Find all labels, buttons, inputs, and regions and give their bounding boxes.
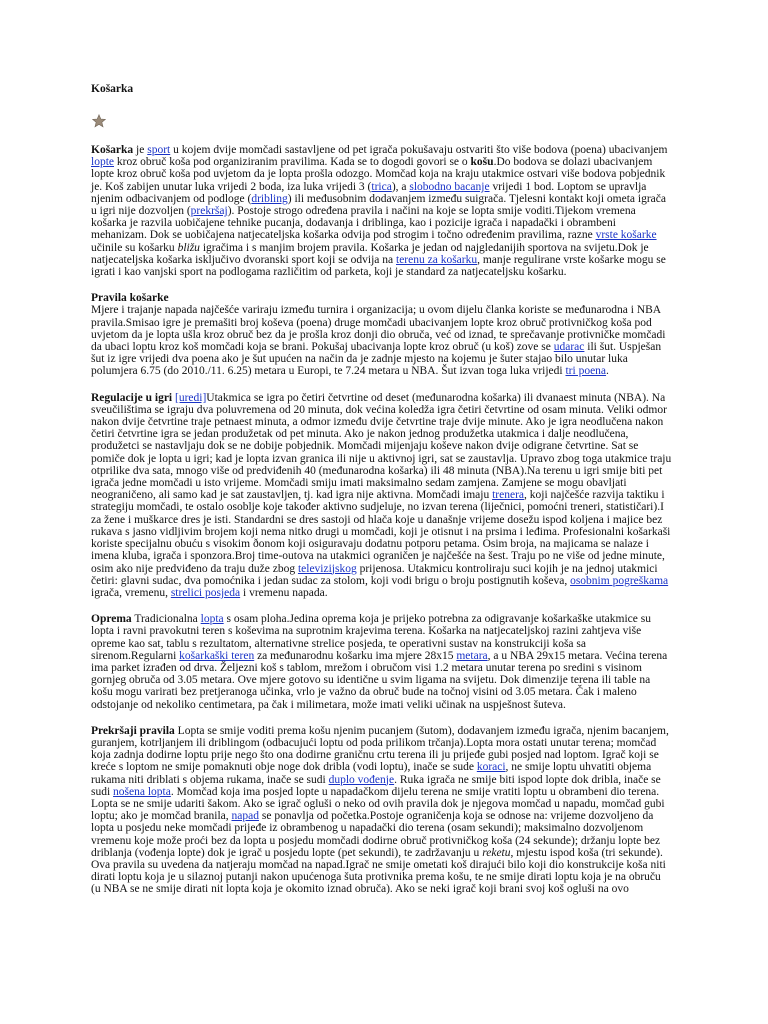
text: ili šut. Uspješan šut iz igre vrijedi dva poena ako je šut upućen na način da je zadnje mjesto na kojemu je šuter stajao bilo unutar luka polumjera 6.75 (do 2010./11. 6.25) metara u Europi, te 7.24 metara u NBA. Šut izvan toga luka vrijedi	[91, 341, 662, 378]
link-tri-poena[interactable]: tri poena	[565, 365, 607, 378]
text: Tradicionalna	[131, 613, 201, 626]
text: ) ili međusobnim dodavanjem između suigrača. Tjelesni kontakt koji ometa igrača u igri nije dozvoljen (	[91, 192, 666, 218]
link-metara[interactable]: metara	[456, 649, 488, 662]
bold-kosu: košu	[470, 156, 494, 169]
section-heading-oprema: Oprema	[91, 613, 132, 626]
link-lopte[interactable]: lopte	[91, 156, 114, 169]
text: , manje regulirane vrste košarke mogu se igrati i kao vanjski sport na podlogama različitim od parketa, koji je standard za natjecateljsku košarku.	[91, 253, 666, 279]
link-nosena-lopta[interactable]: nošena lopta	[113, 785, 171, 798]
section-heading-pravila: Pravila košarke	[91, 292, 169, 305]
text: . Ruka igrača ne smije biti ispod lopte dok dribla, inače se sudi	[91, 773, 661, 798]
link-kosarkaski-teren[interactable]: košarkaški teren	[179, 649, 255, 662]
link-sport[interactable]: sport	[147, 144, 171, 156]
text: Lopta se smije voditi prema košu njenim pucanjem (šutom), dodavanjem između igrača, njenim bacanjem, guranjem, kotrljanjem ili driblingom (odbacujući loptu od poda prilikom trčanja).Lopta mora ostati unutar terena; momčad koja zadnja dodirne loptu prije nego što ona dodirne graničnu crtu terena ili ju prijeđe gubi posjed nad loptom. Igrač koji se kreće s loptom ne smije pomaknuti obje noge dok dribla (vodi loptu), inače se sude	[91, 724, 669, 774]
text: .Do bodova se dolazi ubacivanjem lopte kroz obruč koša pod uvjetom da je lopta prošla odozgo. Momčad koja na kraju utakmice ostvari više bodova pobjednik je. Koš zabijen unutar luka vrijedi 2 boda, iza luka vrijedi 3 (	[91, 156, 666, 193]
pravila-paragraph	[91, 304, 673, 377]
text: vrijedi 1 bod. Loptom se upravlja njenim odbacivanjem od podloge (	[91, 180, 647, 205]
text: prijenosa. Utakmicu kontroliraju suci kojih je na jednoj utakmici četiri: glavni sudac, dva pomoćnika i jedan sudac za stolom, koji vodi brigu o broju postignutih koševa,	[91, 562, 658, 587]
page-title: Košarka	[91, 83, 134, 95]
link-koraci[interactable]: koraci	[476, 761, 506, 774]
text: igrača, vremenu,	[91, 586, 171, 599]
link-udarac[interactable]: udarac	[553, 341, 585, 354]
link-napad[interactable]: napad	[231, 810, 259, 823]
text: ), a	[391, 180, 410, 193]
link-slobodno-bacanje[interactable]: slobodno bacanje	[409, 180, 490, 193]
text: i vremenu napada.	[240, 586, 328, 599]
text: za međunarodnu košarku ima mjere 28x15	[254, 649, 457, 662]
text: .	[606, 365, 609, 378]
link-dribling[interactable]: dribling	[251, 192, 288, 205]
italic-blisu: bližu	[177, 241, 200, 254]
text: , mjestu ispod koša (tri sekunde). Ova pravila su uvedena da natjeraju momčad na napad.Igrač ne smije ometati koš dirajući bilo koji dio konstrukcije koša niti dirati loptu koja je u silaznoj putanji nakon upućenoga šuta protivnika prema košu, te ne smije dirati loptu koja je na obruču (u NBA se ne smije dirati nit lopta koja je okomito iznad obruča). Ako se neki igrač koji brani svoj koš ogluši na ovo	[91, 846, 666, 896]
link-osobnim-pogreskama[interactable]: osobnim pogreškama	[570, 574, 669, 587]
text: je	[133, 144, 148, 156]
italic-reketu: reketu	[482, 846, 511, 859]
link-uredi[interactable]: [uredi]	[175, 391, 207, 404]
link-strelici-posjeda[interactable]: strelici posjeda	[170, 586, 241, 599]
oprema-paragraph	[91, 613, 673, 711]
text: igračima i s manjim brojem pravila. Košarka je jedan od najgledanijih sportova na svijetu.Dok je natjecateljska košarka isključivo dvoranski sport koji se odvija na	[91, 241, 649, 266]
regulacije-paragraph	[91, 392, 673, 599]
star-icon[interactable]	[92, 114, 106, 128]
text: . Momčad koja ima posjed lopte u napadačkom dijelu terena ne smije vratiti loptu u obrambeni dio terena. Lopta se ne smije udariti šakom. Ako se igrač ogluši o neko od ovih pravila dok je njegova momčad u napadu, momčad gubi loptu; ako je momčad branila,	[91, 785, 665, 823]
text: Utakmica se igra po četiri četvrtine od deset (međunarodna košarka) ili dvanaest minuta (NBA). Na sveučilištima se igraju dva poluvremena od 20 minuta, dok većina koledža igra četiri četvrtine od osam minuta. Veliki odmor nakon dvije četvrtine traje petnaest minuta, a odmor između dvije četvrtine traje dvije minute. Ako je igra neodlučena nakon četiri četvrtine igra se jedan produžetak od pet minuta. Ako je nakon jednog produžetka utakmica i dalje neodlučena, produžetci se nastavljaju dok se ne dobije pobjednik. Momčadi mijenjaju koševe nakon dvije odigrane četvrtine. Sat se pomiče dok je lopta u igri; kad je lopta izvan granica ili nije u aktivnoj igri, sat se zaustavlja. Upravo zbog toga utakmice traju otprilike dva sata, mnogo više od predviđenih 40 (međunarodna košarka) ili 48 minuta (NBA).Na terenu u igri smije biti pet igrača jedne momčadi u isto vrijeme. Momčadi smiju imati maksimalno sedam zamjena. Zamjene se mogu obavljati neograničeno, ali samo kad je sat zaustavljen, tj. kad igra nije aktivna. Momčadi imaju	[91, 391, 672, 502]
text: s osam ploha.Jedina oprema koja je prijeko potrebna za odigravanje košarkaške utakmice su lopta i ravni pravokutni teren s koševima na suprotnim krajevima terena. Košarka na natjecateljskoj razini zahtjeva više opreme kao sat, tablu s rezultatom, alternativne strelice posjeda, te operativni sustav na konstrukciji koša sa sirenom.Regularni	[91, 613, 651, 662]
link-trica[interactable]: trica	[371, 180, 392, 193]
text: , a u NBA 29x15 metara. Većina terena ima parket izrađen od drva. Željezni koš s tablom, mrežom i obručom visi 1.2 metara unutar terena po sredini s visinom gornjeg obruča od 3.05 metara. Ove mjere gotovo su identične u svim ligama na svijetu. Dok dimenzije terena ili table na košu mogu varirati bez pretjeranoga učinka, vrlo je važno da obruč bude na točnoj visini od 3.05 metara. Čak i maleno odstojanje od nekoliko centimetara, pa čak i milimetara, može imati veliki učinak na uspješnost šuteva.	[91, 649, 668, 711]
link-televizijskog[interactable]: televizijskog	[297, 562, 357, 575]
prekrsaji-paragraph	[91, 725, 673, 896]
intro-paragraph	[91, 144, 673, 278]
text: učinile su košarku	[91, 241, 178, 254]
text: se ponavlja od početka.Postoje ograničenja koja se odnose na: vrijeme dozvoljeno da lopta u posjedu neke momčadi prijeđe iz obrambenog u napadački dio terena (osam sekundi); maksimalno dozvoljenom vremenu koje može proći bez da lopta u posjedu momčadi dodirne obruč protivničkog koša (24 sekunde); držanju lopte bez driblanja (vođenja lopte) dok je igrač u posjedu lopte (pet sekundi), te zadržavanju u	[91, 810, 661, 859]
text: Mjere i trajanje napada najčešće variraju između turnira i organizacija; u ovom dijelu članka koriste se međunarodna i NBA pravila.Smisao igre je premašiti broj koševa (poena) druge momčadi ubacivanjem lopte kroz obruč protivničkog koša pod uvjetom da je lopta ušla kroz obruč bez da je prošla kroz donji dio obruča, već od iznad, te sprečavanje protivničke momčadi da ubaci loptu kroz koš momčadi koja se brani. Pokušaj ubacivanja lopte kroz obruč (u koš) zove se	[91, 304, 666, 354]
link-prekrsaj[interactable]: prekršaj	[190, 205, 228, 218]
text: u kojem dvije momčadi sastavljene od pet igrača pokušavaju ostvariti što više bodova (poena) ubacivanjem	[170, 144, 668, 156]
section-heading-prekrsaji: Prekršaji pravila	[91, 724, 175, 737]
text: , ne smije loptu uhvatiti objema rukama niti driblati s objema rukama, inače se sudi	[91, 761, 652, 786]
text: ). Postoje strogo određena pravila i načini na koje se lopta smije voditi.Tijekom vremena košarka je razvila uobičajene tehnike pucanja, dodavanja i driblinga, kao i pozicije igrača i napadački i obrambeni mehanizam. Dok se uobičajena natjecateljska košarka odvija pod strogim i točno određenim pravilima, razne	[91, 205, 636, 242]
link-terenu-za-kosarku[interactable]: terenu za košarku	[396, 253, 478, 266]
document-page	[91, 82, 673, 896]
text: kroz obruč koša pod organiziranim pravilima. Kada se to dogodi govori se o	[114, 156, 471, 169]
intro-lead: Košarka	[91, 144, 134, 156]
text: , koji najčešće razvija taktiku i strategiju momčadi, te ostalo osoblje koje također aktivno sudjeluje, no izvan terena (liječnici, pomoćni treneri, statističari).I za žene i muškarce dres je isti. Standardni se dres sastoji od hlača koje u današnje vrijeme dosežu ispod koljena i majice bez rukava s jasno vidljivim brojem koji nema nitko drugi u momčadi, koji je otisnut i na prsima i leđima. Profesionalni košarkaši koriste specijalnu obuću s visokim ðonom koji osiguravaju dodatnu potporu petama. Osim broja, na majicama se nalaze i imena kluba, igrača i sponzora.Broj time-outova na utakmici ograničen je najčešće na šest. Traju po ne više od jedne minute, osim ako nije predviđeno da traju duže zbog	[91, 489, 671, 575]
link-lopta[interactable]: lopta	[200, 613, 224, 626]
link-trenera[interactable]: trenera	[492, 489, 525, 502]
link-vrste-kosarke[interactable]: vrste košarke	[595, 229, 657, 242]
link-duplo-vodenje[interactable]: duplo vođenje	[328, 773, 395, 786]
section-heading-regulacije: Regulacije u igri	[91, 391, 173, 404]
